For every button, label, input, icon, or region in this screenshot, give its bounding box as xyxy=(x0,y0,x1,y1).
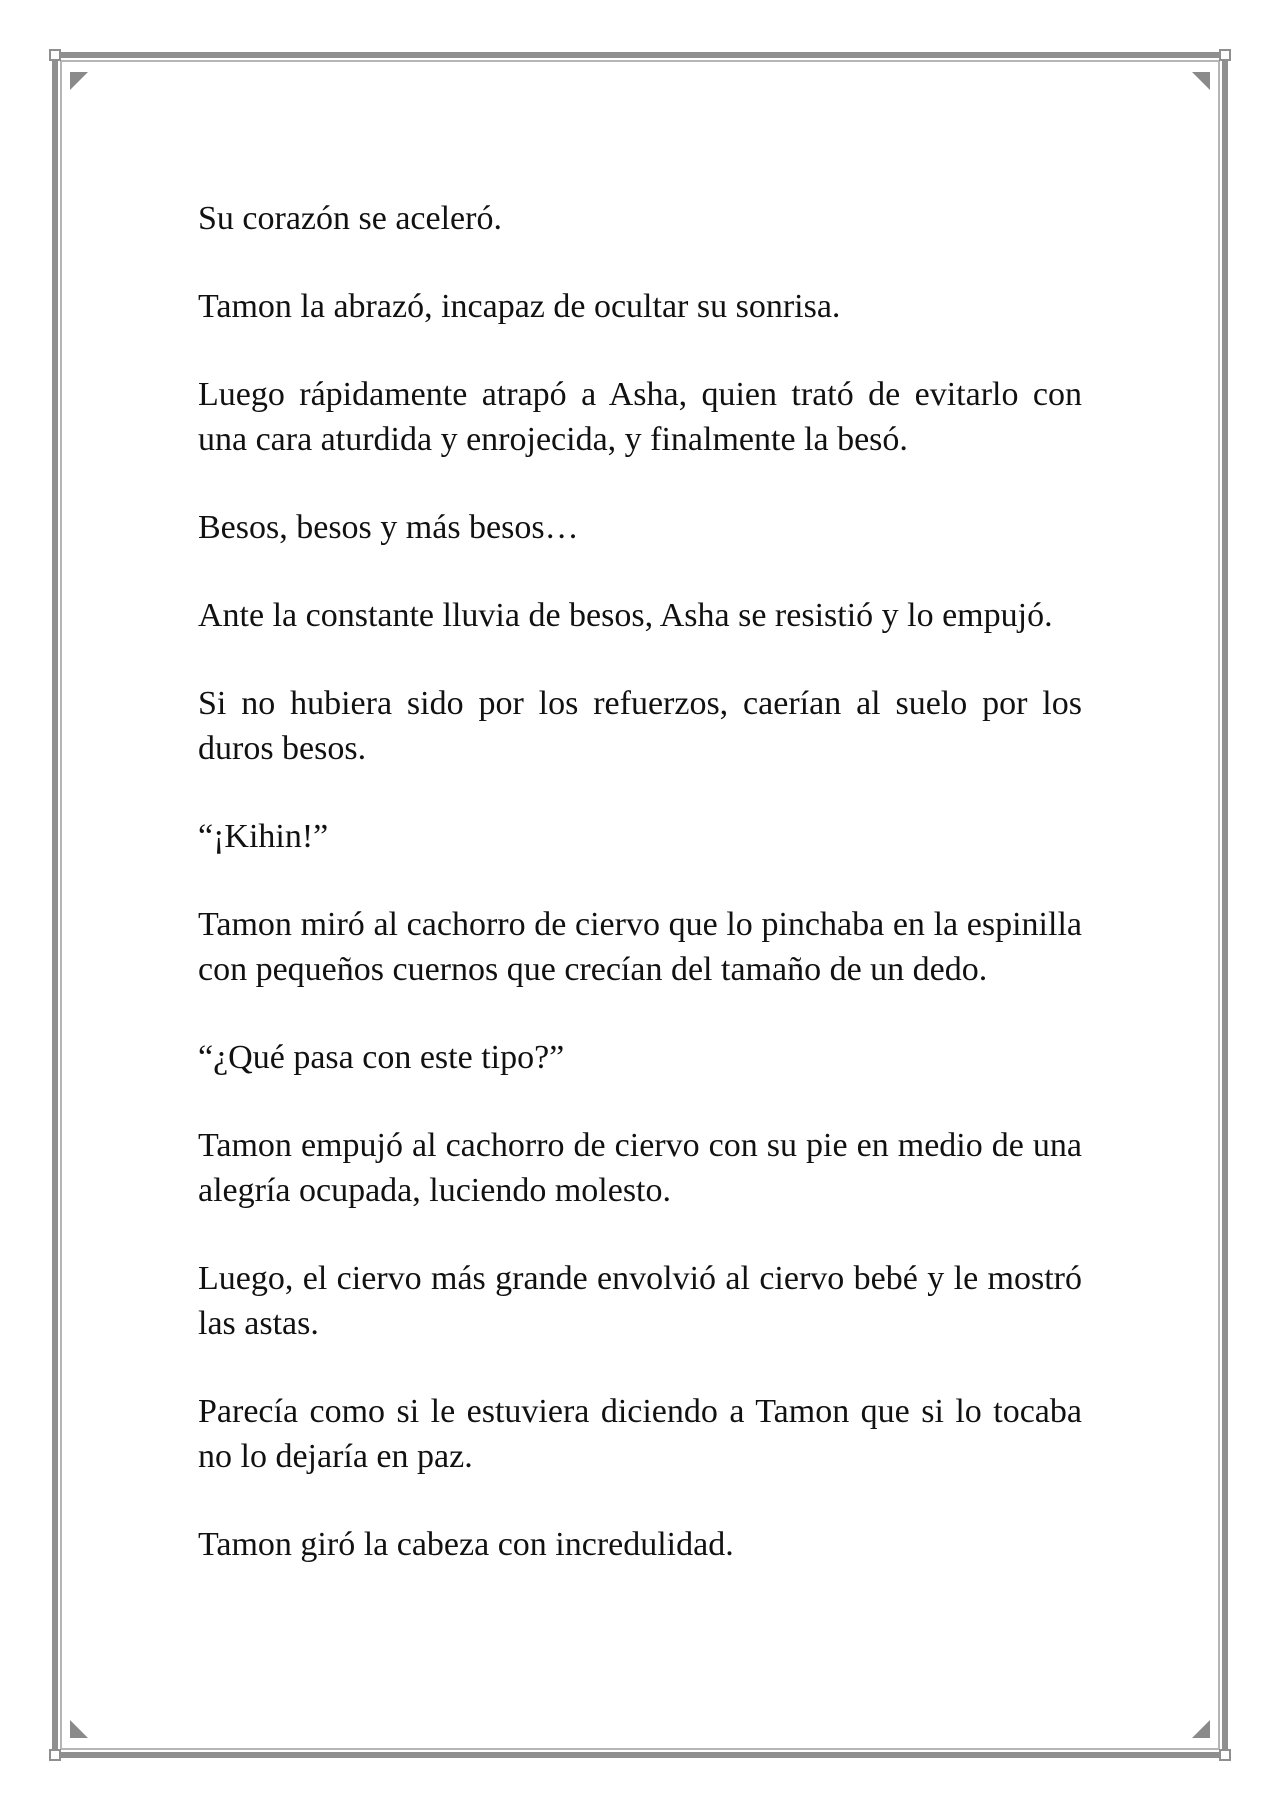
border-bottom xyxy=(60,1752,1220,1758)
border-left-inner xyxy=(60,60,62,1750)
paragraph: Tamon empujó al cachorro de ciervo con su pie en medio de una alegría ocupada, luciendo molesto. xyxy=(198,1127,1082,1209)
corner-triangle-top-left xyxy=(70,72,88,90)
border-left xyxy=(52,60,58,1750)
paragraph: Ante la constante lluvia de besos, Asha se resistió y lo empujó. xyxy=(198,597,1053,634)
corner-ornament-top-right xyxy=(1219,49,1231,61)
corner-triangle-top-right xyxy=(1192,72,1210,90)
border-top xyxy=(60,52,1220,58)
border-right xyxy=(1222,60,1228,1750)
paragraph: Tamon giró la cabeza con incredulidad. xyxy=(198,1526,734,1563)
corner-ornament-bottom-right xyxy=(1219,1749,1231,1761)
corner-ornament-top-left xyxy=(49,49,61,61)
paragraph: Besos, besos y más besos… xyxy=(198,509,579,546)
paragraph: Tamon miró al cachorro de ciervo que lo pinchaba en la espinilla con pequeños cuernos que crecían del tamaño de un dedo. xyxy=(198,906,1082,988)
border-bottom-inner xyxy=(60,1748,1220,1750)
corner-triangle-bottom-left xyxy=(70,1720,88,1738)
border-right-inner xyxy=(1218,60,1220,1750)
paragraph: Luego, el ciervo más grande envolvió al ciervo bebé y le mostró las astas. xyxy=(198,1260,1082,1342)
paragraph: “¿Qué pasa con este tipo?” xyxy=(198,1039,565,1076)
paragraph: Tamon la abrazó, incapaz de ocultar su sonrisa. xyxy=(198,288,841,325)
border-top-inner xyxy=(60,60,1220,62)
story-text xyxy=(198,196,1082,1610)
corner-triangle-bottom-right xyxy=(1192,1720,1210,1738)
paragraph: Si no hubiera sido por los refuerzos, caerían al suelo por los duros besos. xyxy=(198,685,1082,767)
paragraph: “¡Kihin!” xyxy=(198,818,329,855)
paragraph: Parecía como si le estuviera diciendo a Tamon que si lo tocaba no lo dejaría en paz. xyxy=(198,1393,1082,1475)
paragraph: Luego rápidamente atrapó a Asha, quien trató de evitarlo con una cara aturdida y enrojecida, y finalmente la besó. xyxy=(198,376,1082,458)
corner-ornament-bottom-left xyxy=(49,1749,61,1761)
paragraph: Su corazón se aceleró. xyxy=(198,200,502,237)
